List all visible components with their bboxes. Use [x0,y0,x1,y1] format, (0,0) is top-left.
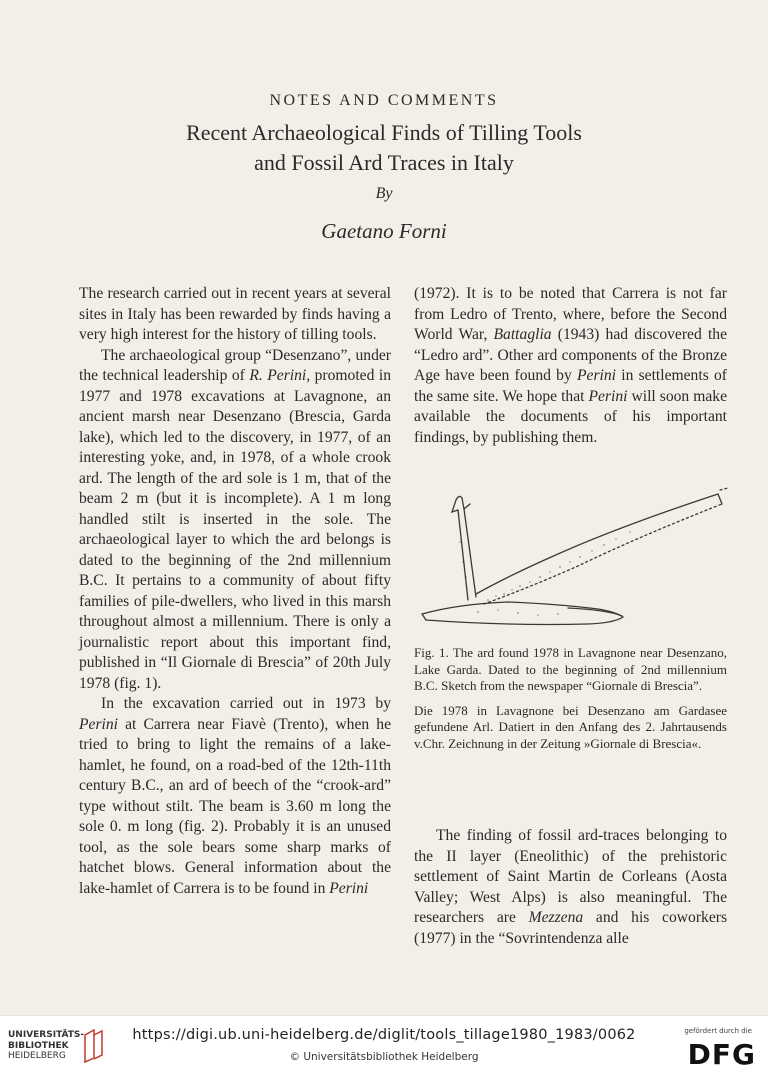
dfg-logo: DFG [687,1038,756,1071]
library-name: UNIVERSITÄTS- BIBLIOTHEK HEIDELBERG [8,1030,85,1061]
left-column [79,284,391,899]
title-line-2: and Fossil Ard Traces in Italy [254,150,514,175]
figure-caption [414,645,727,760]
funding-label: gefördert durch die [684,1027,752,1035]
viewer-footer [0,1015,768,1072]
right-column-top [414,284,727,448]
paragraph-2: The archaeological group “Desenzano”, under the technical leadership of R. Perini, promoted in 1977 and 1978 excavations at Lavagnone, an ancient marsh near Desenzano (Brescia, Garda lake), which led to the discovery, in 1977, of an interesting yoke, and, in 1978, of a whole crook ard. The length of the ard sole is 1 m, that of the beam 2 m (but it is incomplete). A 1 m long handled stilt is inserted in the sole. The archaeological layer to which the ard belongs is dated to the beginning of the 2nd millennium B.C. It pertains to a community of about fifty families of pile-dwellers, who lived in this marsh throughout almost a millennium. There is only a journalistic report about this important find, published in “Il Giornale di Brescia” of 20th July 1978 (fig. 1). [79,346,391,692]
right-column-bottom [414,826,727,949]
permalink[interactable]: https://digi.ub.uni-heidelberg.de/diglit/tools_tillage1980_1983/0062 [132,1027,636,1043]
paragraph-3: In the excavation carried out in 1973 by Perini at Carrera near Fiavè (Trento), when he tried to bring to light the remains of a lake-hamlet, he found, on a road-bed of the 12th-11th century B.C., an ard of beech of the “crook-ard” type without stilt. The beam is 3.60 m long the sole 0. m long (fig. 2). Probably it is an unused tool, as the sole bears some sharp marks of hatchet blows. General information about the lake-hamlet of Carrera is to be found in Perini [79,695,391,897]
byline-label: By [375,185,393,202]
copyright-notice: © Universitätsbibliothek Heidelberg [289,1051,479,1063]
paragraph-4: The finding of fossil ard-traces belonging to the II layer (Eneolithic) of the prehistoric settlement of Saint Martin de Corleans (Aosta Valley; West Alps) is also meaningful. The researchers are Mezzena and his coworkers (1977) in the “Sovrintendenza alle [414,827,728,947]
ard-sketch-illustration [418,482,730,642]
title-line-1: Recent Archaeological Finds of Tilling Tools [186,120,582,145]
ard-sketch-figure [418,482,730,642]
caption-german: Die 1978 in Lavagnone bei Desenzano am Gardasee gefundene Arl. Datiert in den Anfang des 2. Jahrtausends v.Chr. Zeichnung in der Zeitung »Giornale di Brescia«. [414,702,727,751]
section-heading: NOTES AND COMMENTS [269,92,499,109]
article-title [0,118,768,178]
author-name: Gaetano Forni [321,219,447,243]
paragraph-continued: (1972). It is to be noted that Carrera is not far from Ledro of Trento, where, before the Second World War, Battaglia (1943) had discovered the “Ledro ard”. Other ard components of the Bronze Age have been found by Perini in settlements of the same site. We hope that Perini will soon make available the documents of his important findings, by publishing them. [414,285,727,446]
paragraph-1: The research carried out in recent years at several sites in Italy has been rewarded by finds having a very high interest for the history of tilling tools. [79,285,391,343]
caption-english: Fig. 1. The ard found 1978 in Lavagnone near Desenzano, Lake Garda. Dated to the beginning of 2nd millennium B.C. Sketch from the newspaper “Giornale di Brescia”. [414,645,727,693]
